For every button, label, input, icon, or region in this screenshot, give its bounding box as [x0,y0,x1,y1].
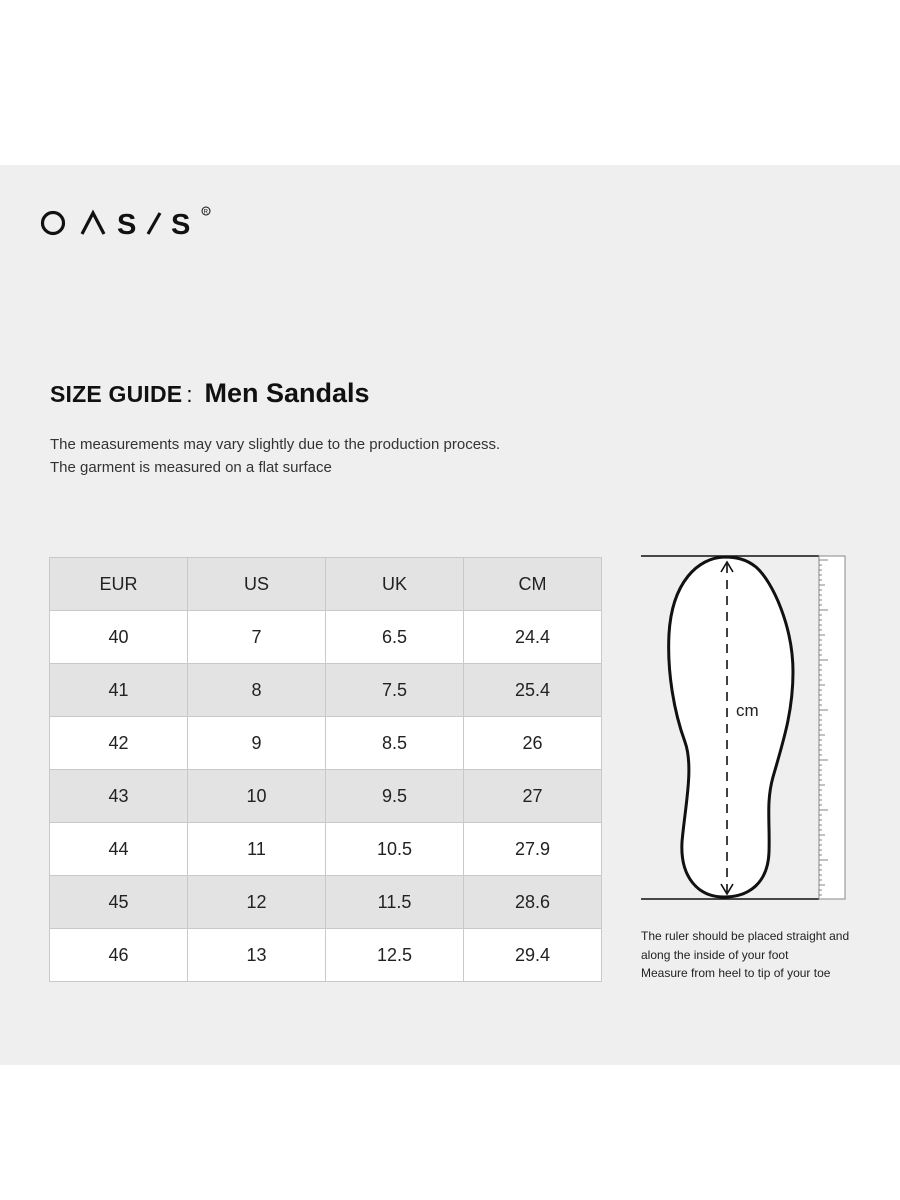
table-row [50,876,602,929]
cell-uk: 12.5 [326,929,464,982]
svg-text:S: S [117,209,137,237]
measuring-instructions [641,927,849,983]
table-header-row [50,558,602,611]
cell-eur: 43 [50,770,188,823]
cell-eur: 41 [50,664,188,717]
column-header-uk: UK [326,558,464,611]
product-name: Men Sandals [204,378,370,408]
table-row [50,823,602,876]
cell-cm: 26 [464,717,602,770]
cell-uk: 8.5 [326,717,464,770]
note-line: The measurements may vary slightly due to the production process. [50,436,501,453]
column-header-us: US [188,558,326,611]
svg-text:R: R [203,209,208,216]
cell-cm: 29.4 [464,929,602,982]
table-row [50,611,602,664]
page-title [50,378,370,409]
instruction-line: along the inside of your foot [641,947,789,962]
cell-us: 10 [188,770,326,823]
table-row [50,929,602,982]
table-row [50,770,602,823]
cell-us: 11 [188,823,326,876]
note-line: The garment is measured on a flat surface [50,459,332,476]
cell-eur: 45 [50,876,188,929]
cell-cm: 25.4 [464,664,602,717]
cell-cm: 27 [464,770,602,823]
cell-cm: 24.4 [464,611,602,664]
cell-uk: 10.5 [326,823,464,876]
column-header-eur: EUR [50,558,188,611]
unit-label: cm [736,701,759,720]
title-separator: : [186,382,193,407]
table-row [50,717,602,770]
cell-uk: 6.5 [326,611,464,664]
size-guide-label: SIZE GUIDE [50,381,183,407]
cell-us: 7 [188,611,326,664]
cell-eur: 44 [50,823,188,876]
svg-text:S: S [171,209,191,237]
size-table [49,557,602,982]
cell-us: 8 [188,664,326,717]
instruction-line: The ruler should be placed straight and [641,929,850,943]
foot-measurement-icon [638,552,850,904]
instruction-line: Measure from heel to tip of your toe [641,966,831,980]
measurement-note [50,433,500,479]
cell-cm: 28.6 [464,876,602,929]
cell-eur: 42 [50,717,188,770]
cell-us: 13 [188,929,326,982]
brand-logo [40,205,215,237]
column-header-cm: CM [464,558,602,611]
cell-us: 9 [188,717,326,770]
cell-uk: 7.5 [326,664,464,717]
cell-eur: 40 [50,611,188,664]
cell-eur: 46 [50,929,188,982]
ruler-icon [819,556,845,899]
cell-uk: 11.5 [326,876,464,929]
cell-uk: 9.5 [326,770,464,823]
table-row [50,664,602,717]
cell-us: 12 [188,876,326,929]
cell-cm: 27.9 [464,823,602,876]
